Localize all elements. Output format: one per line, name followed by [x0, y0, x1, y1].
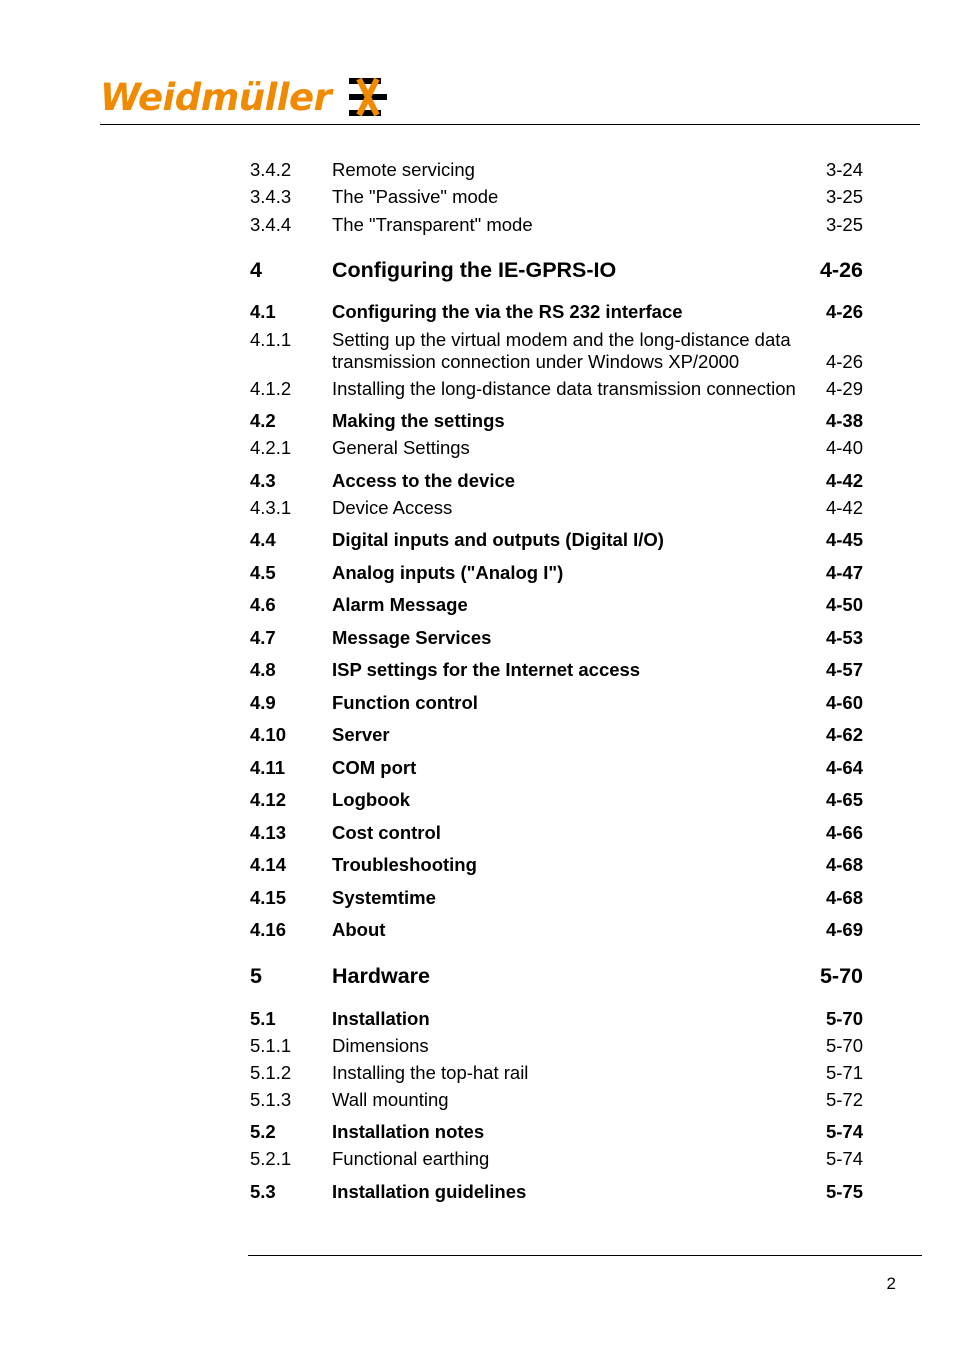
toc-entry-number: 4.7 — [250, 627, 276, 648]
toc-entry-page: 5-70 — [819, 964, 863, 988]
toc-entry-page: 4-57 — [825, 659, 863, 680]
toc-entry-number: 5.2.1 — [250, 1148, 292, 1169]
toc-entry-page: 3-25 — [825, 214, 863, 235]
toc-entry-page: 3-24 — [825, 159, 863, 180]
toc-entry-title: ISP settings for the Internet access — [332, 659, 641, 680]
toc-entry-page: 5-70 — [825, 1008, 863, 1029]
toc-entry-page: 5-70 — [825, 1035, 863, 1056]
toc-entry-number: 3.4.4 — [250, 214, 292, 235]
brand-logo — [100, 72, 391, 122]
toc-entry-number: 4.8 — [250, 659, 276, 680]
toc-entry-title: Device Access — [332, 497, 453, 518]
toc-entry-title: Installation notes — [332, 1121, 485, 1142]
toc-entry-title: Functional earthing — [332, 1148, 490, 1169]
toc-entry-number: 4.2 — [250, 410, 276, 431]
toc-entry-page: 4-50 — [825, 594, 863, 615]
toc-entry-title: Alarm Message — [332, 594, 468, 615]
toc-entry-number: 4.14 — [250, 854, 287, 875]
toc-entry-title: Configuring the IE-GPRS-IO — [332, 258, 617, 282]
toc-entry-page: 4-65 — [825, 789, 863, 810]
toc-entry-number: 5.1.3 — [250, 1089, 292, 1110]
page-number: 2 — [886, 1274, 896, 1293]
toc-entry-title: Wall mounting — [332, 1089, 449, 1110]
toc-entry-page: 4-66 — [825, 822, 863, 843]
toc-entry-page: 5-74 — [825, 1148, 863, 1169]
toc-entry-number: 5 — [250, 964, 262, 988]
header-divider — [100, 124, 920, 125]
toc-entry-page: 5-71 — [825, 1062, 863, 1083]
toc-entry-page: 4-69 — [825, 919, 863, 940]
toc-entry-title: Dimensions — [332, 1035, 429, 1056]
toc-entry-title: Digital inputs and outputs (Digital I/O) — [332, 529, 664, 550]
toc-entry-title: Installing the top-hat rail — [332, 1062, 529, 1083]
toc-entry-title: Access to the device — [332, 470, 516, 491]
toc-entry-page: 4-26 — [819, 258, 863, 282]
toc-entry-title: COM port — [332, 757, 417, 778]
toc-entry-page: 4-53 — [825, 627, 863, 648]
toc-entry-number: 4 — [250, 258, 262, 282]
toc-entry-number: 4.3 — [250, 470, 276, 491]
toc-entry-page: 5-72 — [825, 1089, 863, 1110]
toc-entry-title: Making the settings — [332, 410, 505, 431]
weidmuller-cross-mark-icon — [345, 75, 391, 119]
toc-entry-title: About — [332, 919, 386, 940]
toc-entry-page: 4-42 — [825, 497, 863, 518]
toc-entry-page: 4-62 — [825, 724, 863, 745]
footer-divider — [248, 1255, 922, 1256]
logo-text: Weidmüller — [100, 75, 332, 119]
toc-entry-title: Installation — [332, 1008, 430, 1029]
toc-entry-title: The "Transparent" mode — [332, 214, 533, 235]
toc-entry-page: 4-45 — [825, 529, 863, 550]
toc-entry-title: Cost control — [332, 822, 441, 843]
toc-entry-page: 4-42 — [825, 470, 863, 491]
toc-entry-page: 5-74 — [825, 1121, 863, 1142]
toc-entry-title: The "Passive" mode — [332, 186, 499, 207]
toc-entry-title: Troubleshooting — [332, 854, 477, 875]
toc-entry-number: 4.4 — [250, 529, 276, 550]
toc-entry-title: Setting up the virtual modem and the long-distance data — [332, 329, 791, 350]
toc-entry-page: 3-25 — [825, 186, 863, 207]
toc-entry-number: 4.3.1 — [250, 497, 292, 518]
toc-entry-title: Hardware — [332, 964, 430, 988]
toc-entry-number: 4.16 — [250, 919, 287, 940]
toc-entry-page: 4-26 — [825, 351, 863, 372]
toc-entry-page: 4-68 — [825, 854, 863, 875]
toc-entry-number: 4.1 — [250, 301, 276, 322]
toc-entry-page: 4-26 — [825, 301, 863, 322]
toc-entry-page: 5-75 — [825, 1181, 863, 1202]
toc-entry-number: 4.2.1 — [250, 437, 292, 458]
toc-entry-page: 4-47 — [825, 562, 863, 583]
toc-entry-number: 4.10 — [250, 724, 287, 745]
toc-entry-title: Function control — [332, 692, 478, 713]
toc-entry-number: 3.4.3 — [250, 186, 292, 207]
toc-entry-number: 3.4.2 — [250, 159, 292, 180]
toc-entry-page: 4-68 — [825, 887, 863, 908]
toc-entry-title: Message Services — [332, 627, 492, 648]
toc-entry-number: 4.13 — [250, 822, 287, 843]
toc-entry-number: 4.9 — [250, 692, 276, 713]
toc-entry-number: 4.5 — [250, 562, 276, 583]
toc-entry-number: 4.11 — [250, 757, 285, 778]
toc-entry-title: General Settings — [332, 437, 470, 458]
toc-entry-title: Remote servicing — [332, 159, 475, 180]
toc-entry-title: Configuring the via the RS 232 interface — [332, 301, 683, 322]
toc-entry-number: 5.1.1 — [250, 1035, 292, 1056]
toc-entry-title: Analog inputs ("Analog I") — [332, 562, 564, 583]
toc-entry-title: Server — [332, 724, 390, 745]
toc-entry-number: 5.3 — [250, 1181, 276, 1202]
toc-entry-number: 4.15 — [250, 887, 287, 908]
toc-entry-number: 5.1.2 — [250, 1062, 292, 1083]
toc-entry-title: Systemtime — [332, 887, 436, 908]
toc-entry-page: 4-38 — [825, 410, 863, 431]
toc-entry-title: Installing the long-distance data transmission connection — [332, 378, 796, 399]
toc-entry-number: 4.12 — [250, 789, 287, 810]
toc-entry-page: 4-64 — [825, 757, 863, 778]
toc-entry-number: 5.2 — [250, 1121, 276, 1142]
toc-entry-number: 5.1 — [250, 1008, 276, 1029]
toc-entry-page: 4-29 — [825, 378, 863, 399]
toc-entry-number: 4.1.2 — [250, 378, 292, 399]
toc-entry-page: 4-40 — [825, 437, 863, 458]
toc-entry-title: Logbook — [332, 789, 411, 810]
toc-entry-page: 4-60 — [825, 692, 863, 713]
toc-entry-title: transmission connection under Windows XP/2000 — [332, 351, 740, 372]
toc-entry-number: 4.1.1 — [250, 329, 292, 350]
toc-entry-title: Installation guidelines — [332, 1181, 527, 1202]
toc-entry-number: 4.6 — [250, 594, 276, 615]
